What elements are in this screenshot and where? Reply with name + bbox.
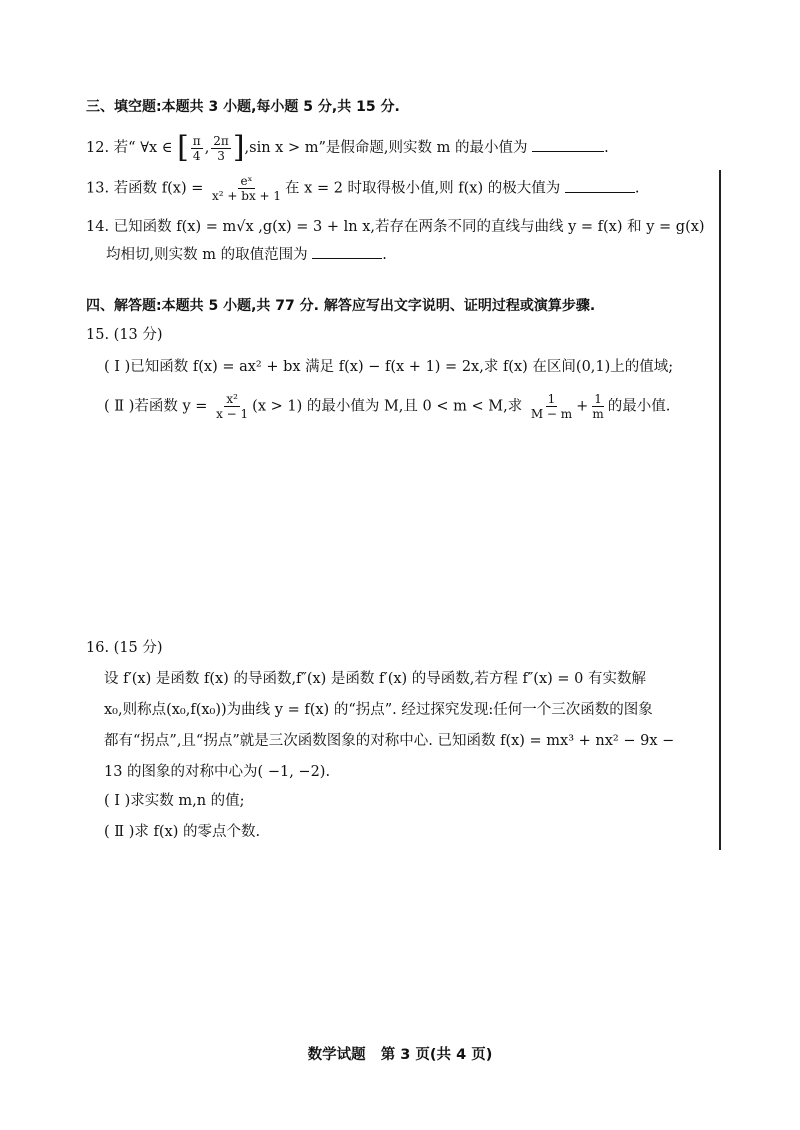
question-15-part1: ( Ⅰ )已知函数 f(x) = ax² + bx 满足 f(x) − f(x + 1) = 2x,求 f(x) 在区间(0,1)上的值域; <box>104 359 674 375</box>
q12-frac1-den: 4 <box>192 148 201 163</box>
q12-frac1-num: π <box>192 133 201 148</box>
page-footer <box>0 1043 800 1064</box>
question-13 <box>86 174 639 203</box>
q13-suffix: 在 x = 2 时取得极小值,则 f(x) 的极大值为 <box>285 180 561 197</box>
q15-plus: + <box>576 398 589 415</box>
q14-text: 均相切,则实数 m 的取值范围为 <box>106 247 308 263</box>
q15-frac1 <box>214 392 250 421</box>
q12-frac1 <box>191 134 203 163</box>
question-16-title: 16. (15 分) <box>86 640 163 656</box>
section3-heading: 三、填空题:本题共 3 小题,每小题 5 分,共 15 分. <box>86 99 400 115</box>
q15-frac1-num: x² <box>226 392 238 406</box>
question-15-part2 <box>104 392 670 421</box>
question-15-title: 15. (13 分) <box>86 327 163 343</box>
q15-frac2-num: 1 <box>547 392 556 406</box>
section4-heading: 四、解答题:本题共 5 小题,共 77 分. 解答应写出文字说明、证明过程或演算步骤. <box>86 298 596 314</box>
q12-prefix: 12. 若“ ∀x ∈ <box>86 140 173 156</box>
q14-end: . <box>382 247 387 263</box>
q15-frac3-den: m <box>592 407 604 421</box>
q15-part2-mid: (x > 1) 的最小值为 M,且 0 < m < M,求 <box>252 398 523 415</box>
footer-page-number: 第 3 页(共 4 页) <box>380 1047 493 1063</box>
question-16-line2: x₀,则称点(x₀,f(x₀))为曲线 y = f(x) 的“拐点”. 经过探究发现:任何一个三次函数的图象 <box>104 702 653 718</box>
q12-frac2 <box>211 134 231 163</box>
q15-frac3-num: 1 <box>594 392 602 406</box>
question-12: 12. 若“ ∀x ∈ [ $\frac{\pi}{4}$ , $\frac{2\pi}{3}$ ],sin x > m”是假命题,则实数 m 的最小值为 . <box>86 130 609 165</box>
margin-rule <box>719 170 721 850</box>
question-16-line3: 都有“拐点”,且“拐点”就是三次函数图象的对称中心. 已知函数 f(x) = mx³ + nx² − 9x − <box>104 733 675 749</box>
q15-frac1-den: x − 1 <box>216 407 249 421</box>
footer-subject: 数学试题 <box>307 1047 366 1063</box>
q14-answer-blank[interactable] <box>312 245 382 259</box>
q15-part2-end: 的最小值. <box>607 398 671 415</box>
q15-part2-prefix: ( Ⅱ )若函数 y = <box>104 398 208 415</box>
q12-frac2-den: 3 <box>217 148 225 163</box>
q12-answer-blank[interactable] <box>532 138 604 152</box>
question-16-part1: ( Ⅰ )求实数 m,n 的值; <box>104 793 245 809</box>
q13-frac-num: eˣ <box>240 174 253 188</box>
q13-answer-blank[interactable] <box>565 179 635 193</box>
q15-frac3 <box>590 392 605 421</box>
question-16-part2: ( Ⅱ )求 f(x) 的零点个数. <box>104 824 261 840</box>
q13-frac-den: x² + bx + 1 <box>212 189 282 203</box>
q15-frac2 <box>529 392 574 421</box>
q12-end: . <box>604 140 609 156</box>
question-16-line1: 设 f′(x) 是函数 f(x) 的导函数,f″(x) 是函数 f′(x) 的导函数,若方程 f″(x) = 0 有实数解 <box>104 671 646 687</box>
q13-prefix: 13. 若函数 f(x) = <box>86 180 204 197</box>
q12-suffix: ,sin x > m”是假命题,则实数 m 的最小值为 <box>244 140 528 156</box>
q15-frac2-den: M − m <box>530 407 573 421</box>
right-bracket: ] <box>232 130 245 165</box>
q12-frac2-num: 2π <box>213 133 229 148</box>
q13-frac <box>210 174 283 203</box>
q13-end: . <box>634 180 640 197</box>
question-14-line1: 14. 已知函数 f(x) = m√x ,g(x) = 3 + ln x,若存在两条不同的直线与曲线 y = f(x) 和 y = g(x) <box>86 219 705 235</box>
question-14-line2 <box>106 245 387 265</box>
question-16-line4: 13 的图象的对称中心为( −1, −2). <box>104 764 331 780</box>
left-bracket: [ <box>177 130 189 165</box>
